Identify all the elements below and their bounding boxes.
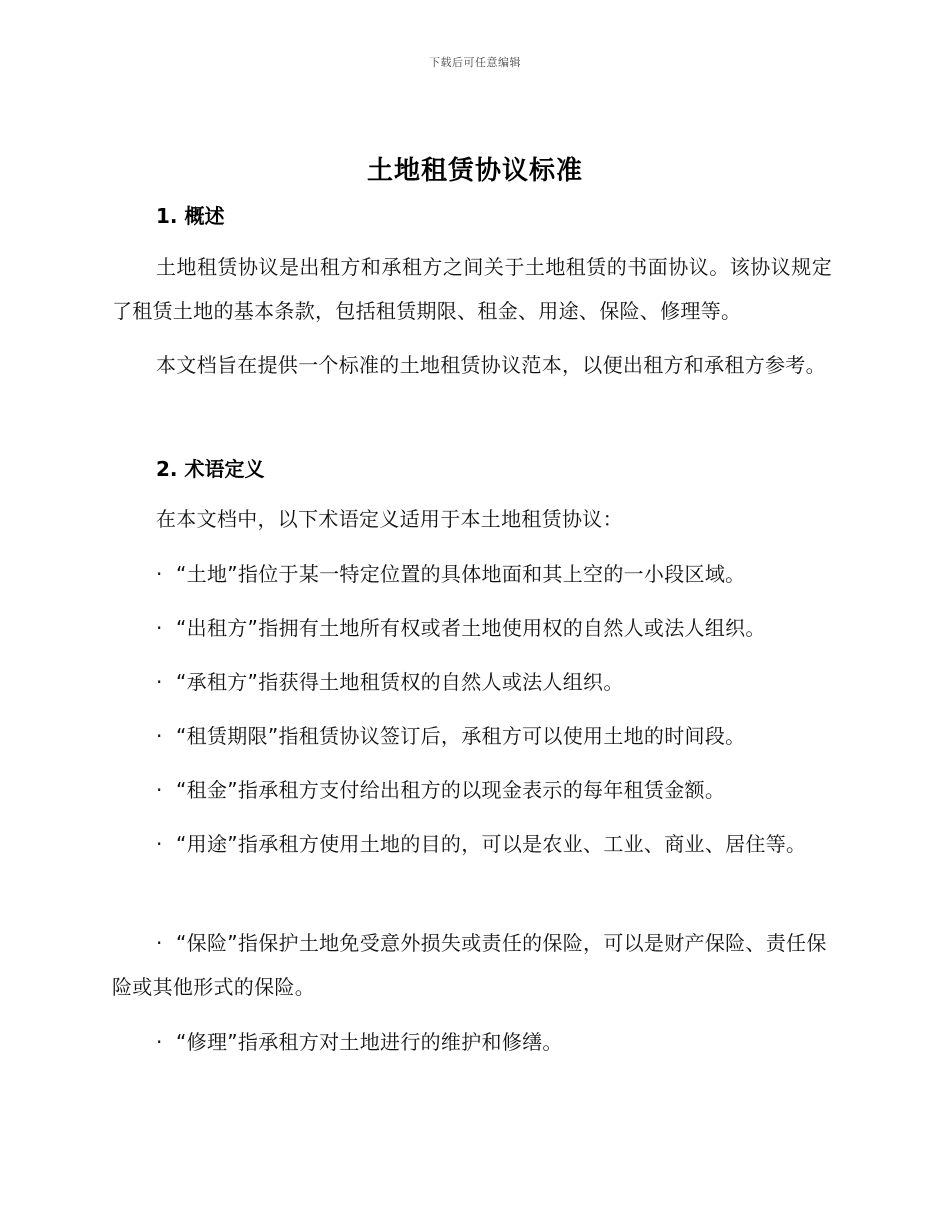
definition-item	[112, 606, 832, 650]
definition-text: “出租方”指拥有土地所有权或者土地使用权的自然人或法人组织。	[176, 616, 766, 640]
definition-item	[112, 552, 832, 596]
overview-paragraph: 土地租赁协议是出租方和承租方之间关于土地租赁的书面协议。该协议规定了租赁土地的基本条款，包括租赁期限、租金、用途、保险、修理等。	[112, 255, 832, 323]
definition-text: “保险”指保护土地免受意外损失或责任的保险，可以是财产保险、责任保险或其他形式的保险。	[112, 931, 827, 999]
bullet-marker: ·	[156, 931, 163, 955]
definition-item	[112, 768, 832, 812]
definition-text: “修理”指承租方对土地进行的维护和修缮。	[176, 1030, 563, 1054]
document-title: 土地租赁协议标准	[366, 156, 583, 186]
definition-item	[112, 1020, 832, 1064]
bullet-marker: ·	[156, 616, 163, 640]
bullet-marker: ·	[156, 562, 163, 586]
definition-text: “租赁期限”指租赁协议签订后，承租方可以使用土地的时间段。	[176, 724, 746, 748]
bullet-marker: ·	[156, 670, 163, 694]
definition-item	[112, 921, 832, 1009]
definition-text: “用途”指承租方使用土地的目的，可以是农业、工业、商业、居住等。	[176, 832, 807, 856]
definition-item	[112, 714, 832, 758]
definition-text: “租金”指承租方支付给出租方的以现金表示的每年租赁金额。	[176, 778, 726, 802]
purpose-paragraph: 本文档旨在提供一个标准的土地租赁协议范本，以便出租方和承租方参考。	[156, 353, 826, 377]
bullet-marker: ·	[156, 724, 163, 748]
definition-text: “土地”指位于某一特定位置的具体地面和其上空的一小段区域。	[176, 562, 746, 586]
section-heading-overview: 1. 概述	[156, 204, 225, 228]
section-heading-definitions: 2. 术语定义	[156, 457, 265, 481]
definitions-intro: 在本文档中，以下术语定义适用于本土地租赁协议：	[156, 507, 623, 531]
bullet-marker: ·	[156, 778, 163, 802]
definition-text: “承租方”指获得土地租赁权的自然人或法人组织。	[176, 670, 624, 694]
bullet-marker: ·	[156, 832, 163, 856]
definition-item	[112, 660, 832, 704]
bullet-marker: ·	[156, 1030, 163, 1054]
header-note: 下载后可任意编辑	[429, 56, 521, 69]
definition-item	[112, 822, 832, 866]
